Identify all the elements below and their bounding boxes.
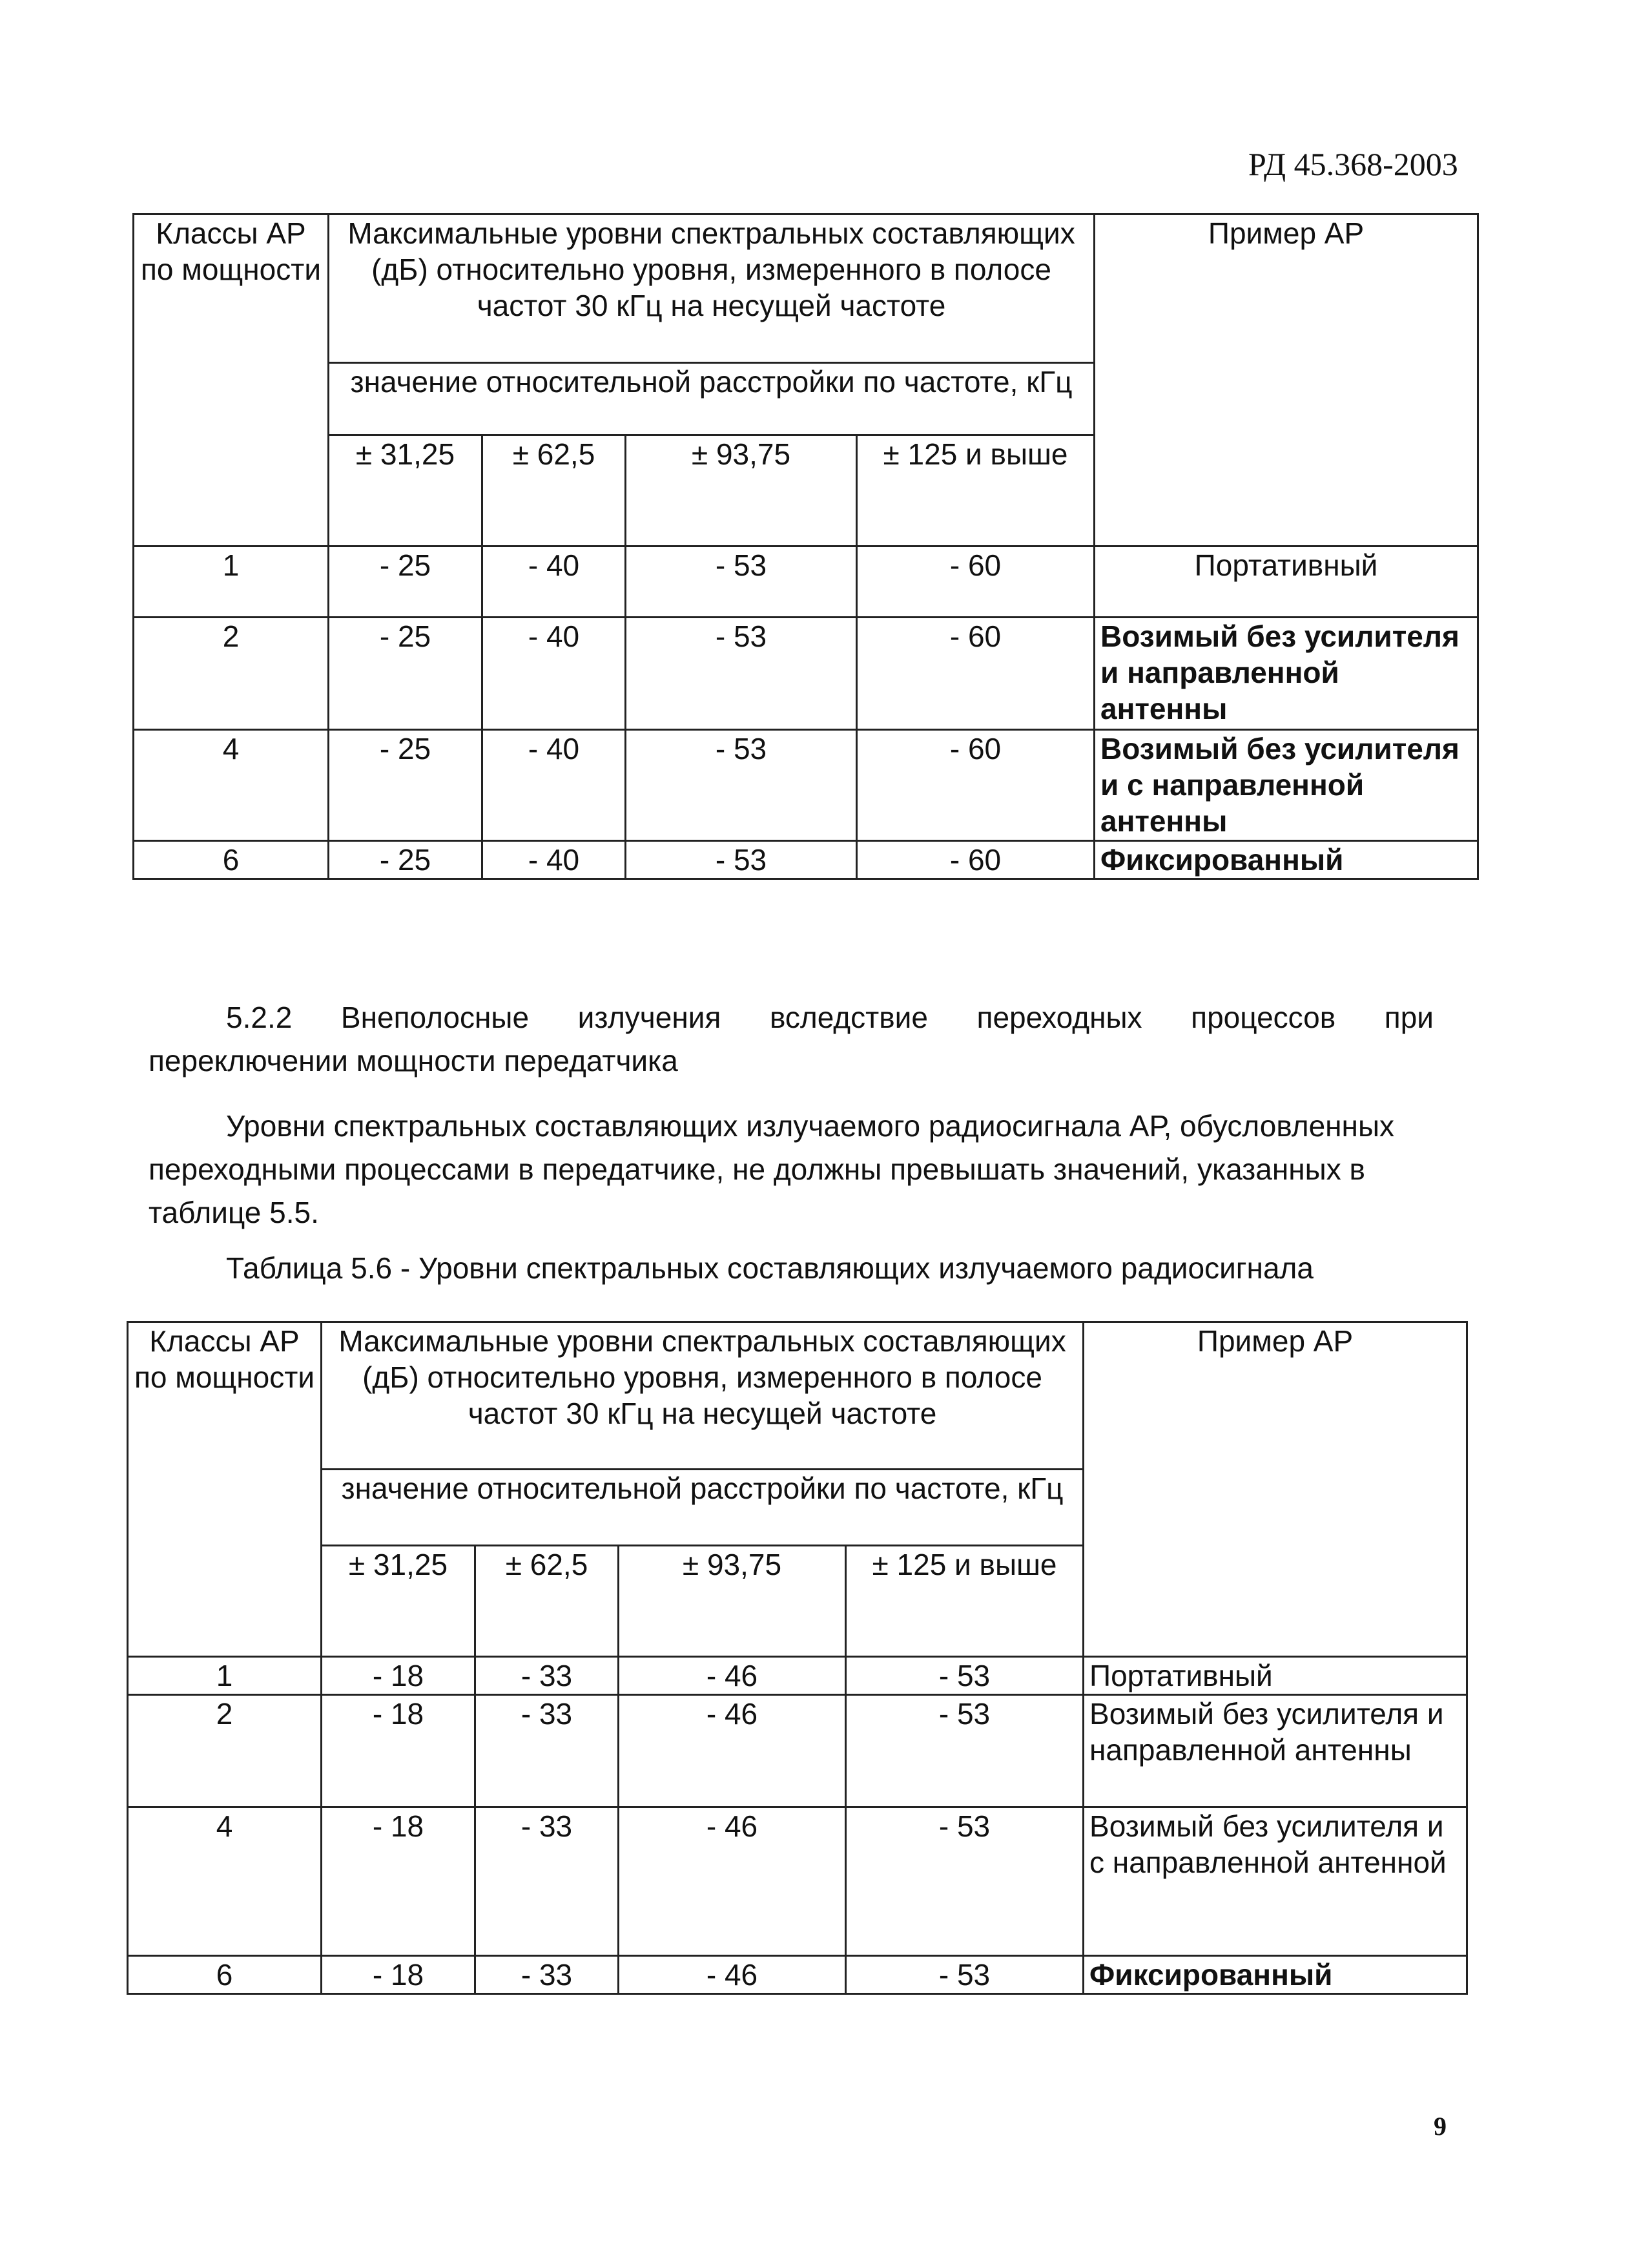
cell-example: Портативный	[1084, 1657, 1467, 1695]
cell-value: - 33	[475, 1807, 619, 1956]
cell-class: 4	[128, 1807, 322, 1956]
cell-class: 1	[134, 546, 329, 618]
section-heading-line1: 5.2.2 Внеполосные излучения вследствие переходных процессов при	[226, 1001, 1434, 1034]
offset-col-4: ± 125 и выше	[846, 1546, 1084, 1657]
offset-col-1: ± 31,25	[329, 435, 482, 546]
header-class: Классы АР по мощности	[134, 214, 329, 546]
table-row	[128, 1695, 1467, 1807]
cell-value: - 25	[329, 618, 482, 730]
table-row	[134, 730, 1478, 841]
cell-value: - 46	[619, 1807, 846, 1956]
header-max-levels: Максимальные уровни спектральных составляющих (дБ) относительно уровня, измеренного в полосе частот 30 кГц на несущей частоте	[329, 214, 1095, 363]
cell-value: - 53	[626, 546, 857, 618]
cell-class: 4	[134, 730, 329, 841]
cell-value: - 60	[857, 546, 1095, 618]
cell-value: - 33	[475, 1657, 619, 1695]
cell-value: - 46	[619, 1956, 846, 1994]
cell-example: Возимый без усилителя и с направленной антенны	[1095, 730, 1478, 841]
section-body: Уровни спектральных составляющих излучаемого радиосигнала АР, обусловленных переходными процессами в передатчике, не должны превышать значений, указанных в таблице 5.5.	[149, 1109, 1395, 1229]
cell-value: - 53	[626, 730, 857, 841]
header-offset: значение относительной расстройки по частоте, кГц	[329, 363, 1095, 435]
cell-value: - 33	[475, 1956, 619, 1994]
cell-value: - 25	[329, 546, 482, 618]
cell-class: 1	[128, 1657, 322, 1695]
cell-value: - 53	[846, 1657, 1084, 1695]
table-row	[134, 546, 1478, 618]
cell-class: 6	[128, 1956, 322, 1994]
cell-class: 6	[134, 841, 329, 879]
document-code: РД 45.368-2003	[1248, 146, 1458, 182]
cell-example: Возимый без усилителя и направленной антенны	[1084, 1695, 1467, 1807]
cell-value: - 40	[482, 841, 626, 879]
table-row	[128, 1807, 1467, 1956]
cell-value: - 40	[482, 730, 626, 841]
cell-value: - 40	[482, 546, 626, 618]
table-row	[134, 841, 1478, 879]
cell-value: - 53	[846, 1695, 1084, 1807]
cell-value: - 53	[626, 618, 857, 730]
cell-class: 2	[134, 618, 329, 730]
table-power-class-levels-1	[132, 213, 1479, 880]
cell-example: Возимый без усилителя и с направленной антенной	[1084, 1807, 1467, 1956]
cell-value: - 46	[619, 1695, 846, 1807]
section-heading-line2: переключении мощности передатчика	[149, 1044, 678, 1077]
cell-value: - 53	[846, 1956, 1084, 1994]
cell-value: - 46	[619, 1657, 846, 1695]
cell-value: - 25	[329, 730, 482, 841]
cell-example: Фиксированный	[1084, 1956, 1467, 1994]
cell-example: Фиксированный	[1095, 841, 1478, 879]
cell-value: - 33	[475, 1695, 619, 1807]
offset-col-1: ± 31,25	[322, 1546, 475, 1657]
section-heading	[149, 996, 1434, 1083]
cell-value: - 60	[857, 730, 1095, 841]
offset-col-2: ± 62,5	[482, 435, 626, 546]
offset-col-4: ± 125 и выше	[857, 435, 1095, 546]
table-power-class-levels-2	[127, 1321, 1468, 1995]
cell-example: Возимый без усилителя и направленной антенны	[1095, 618, 1478, 730]
header-offset: значение относительной расстройки по частоте, кГц	[322, 1470, 1084, 1546]
cell-class: 2	[128, 1695, 322, 1807]
cell-value: - 18	[322, 1807, 475, 1956]
header-class: Классы АР по мощности	[128, 1322, 322, 1657]
table-row	[128, 1956, 1467, 1994]
cell-value: - 60	[857, 841, 1095, 879]
page-number: 9	[1434, 2112, 1447, 2141]
cell-value: - 18	[322, 1956, 475, 1994]
offset-col-3: ± 93,75	[626, 435, 857, 546]
offset-col-3: ± 93,75	[619, 1546, 846, 1657]
cell-value: - 18	[322, 1657, 475, 1695]
offset-col-2: ± 62,5	[475, 1546, 619, 1657]
cell-value: - 18	[322, 1695, 475, 1807]
cell-example: Портативный	[1095, 546, 1478, 618]
cell-value: - 40	[482, 618, 626, 730]
table-row	[134, 618, 1478, 730]
cell-value: - 60	[857, 618, 1095, 730]
table-row	[128, 1657, 1467, 1695]
cell-value: - 53	[626, 841, 857, 879]
header-max-levels: Максимальные уровни спектральных составляющих (дБ) относительно уровня, измеренного в полосе частот 30 кГц на несущей частоте	[322, 1322, 1084, 1470]
cell-value: - 25	[329, 841, 482, 879]
table-caption: Таблица 5.6 - Уровни спектральных составляющих излучаемого радиосигнала	[226, 1251, 1314, 1285]
header-example: Пример АР	[1095, 214, 1478, 546]
cell-value: - 53	[846, 1807, 1084, 1956]
header-example: Пример АР	[1084, 1322, 1467, 1657]
